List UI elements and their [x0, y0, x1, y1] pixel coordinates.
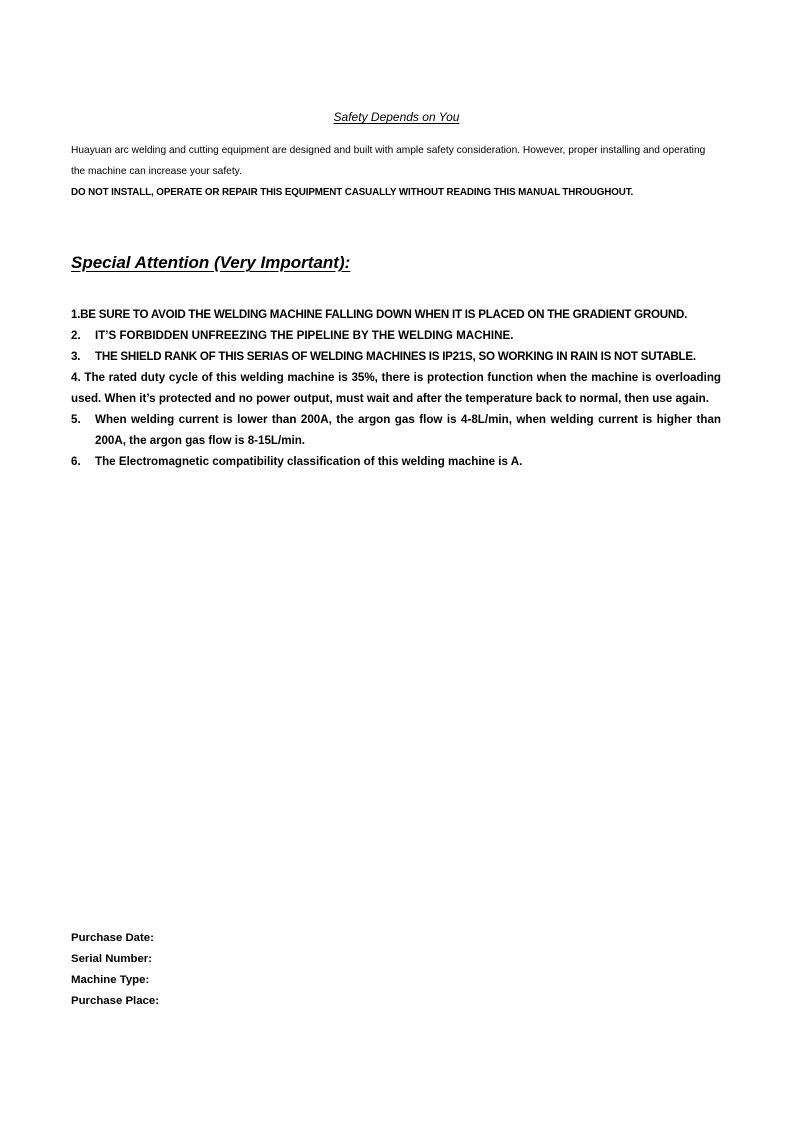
attention-item-2 [71, 325, 721, 346]
page-title: Safety Depends on You [333, 110, 460, 124]
attention-heading: Special Attention (Very Important): [71, 253, 351, 272]
attention-item-text: THE SHIELD RANK OF THIS SERIAS OF WELDING MACHINES IS IP21S, SO WORKING IN RAIN IS NOT SUTABLE. [95, 350, 696, 363]
attention-item-number: 6. [71, 455, 81, 468]
serial-number-label: Serial Number: [71, 953, 153, 965]
attention-item-4 [71, 367, 721, 409]
attention-item-text: When welding current is lower than 200A, the argon gas flow is 4-8L/min, when welding current is higher than 200A, the argon gas flow is 8-15L/min. [95, 413, 721, 447]
attention-item-text: The Electromagnetic compatibility classification of this welding machine is A. [95, 455, 523, 468]
intro-section [71, 140, 721, 203]
attention-item-text: 4. The rated duty cycle of this welding machine is 35%, there is protection function when the machine is overloading used. When it’s protected and no power output, must wait and after the temperature back to normal, then use again. [71, 371, 721, 405]
attention-item-number: 3. [71, 350, 81, 363]
purchase-record [71, 928, 159, 1012]
purchase-date-label: Purchase Date: [71, 932, 154, 944]
warning-notice: DO NOT INSTALL, OPERATE OR REPAIR THIS EQUIPMENT CASUALLY WITHOUT READING THIS MANUAL THROUGHOUT. [71, 187, 634, 198]
attention-item-text: IT’S FORBIDDEN UNFREEZING THE PIPELINE BY THE WELDING MACHINE. [95, 329, 514, 342]
intro-paragraph: Huayuan arc welding and cutting equipment are designed and built with ample safety consideration. However, proper installing and operating the machine can increase your safety. [71, 145, 706, 177]
machine-type-label: Machine Type: [71, 974, 150, 986]
attention-item-5 [71, 409, 721, 451]
attention-list [71, 304, 721, 472]
attention-item-1 [71, 304, 721, 325]
attention-item-3 [71, 346, 721, 367]
purchase-place-label: Purchase Place: [71, 995, 160, 1007]
attention-item-6 [71, 451, 721, 472]
attention-item-number: 5. [71, 413, 81, 426]
attention-item-text: 1.BE SURE TO AVOID THE WELDING MACHINE FALLING DOWN WHEN IT IS PLACED ON THE GRADIENT GROUND. [71, 308, 688, 321]
attention-item-number: 2. [71, 329, 81, 342]
